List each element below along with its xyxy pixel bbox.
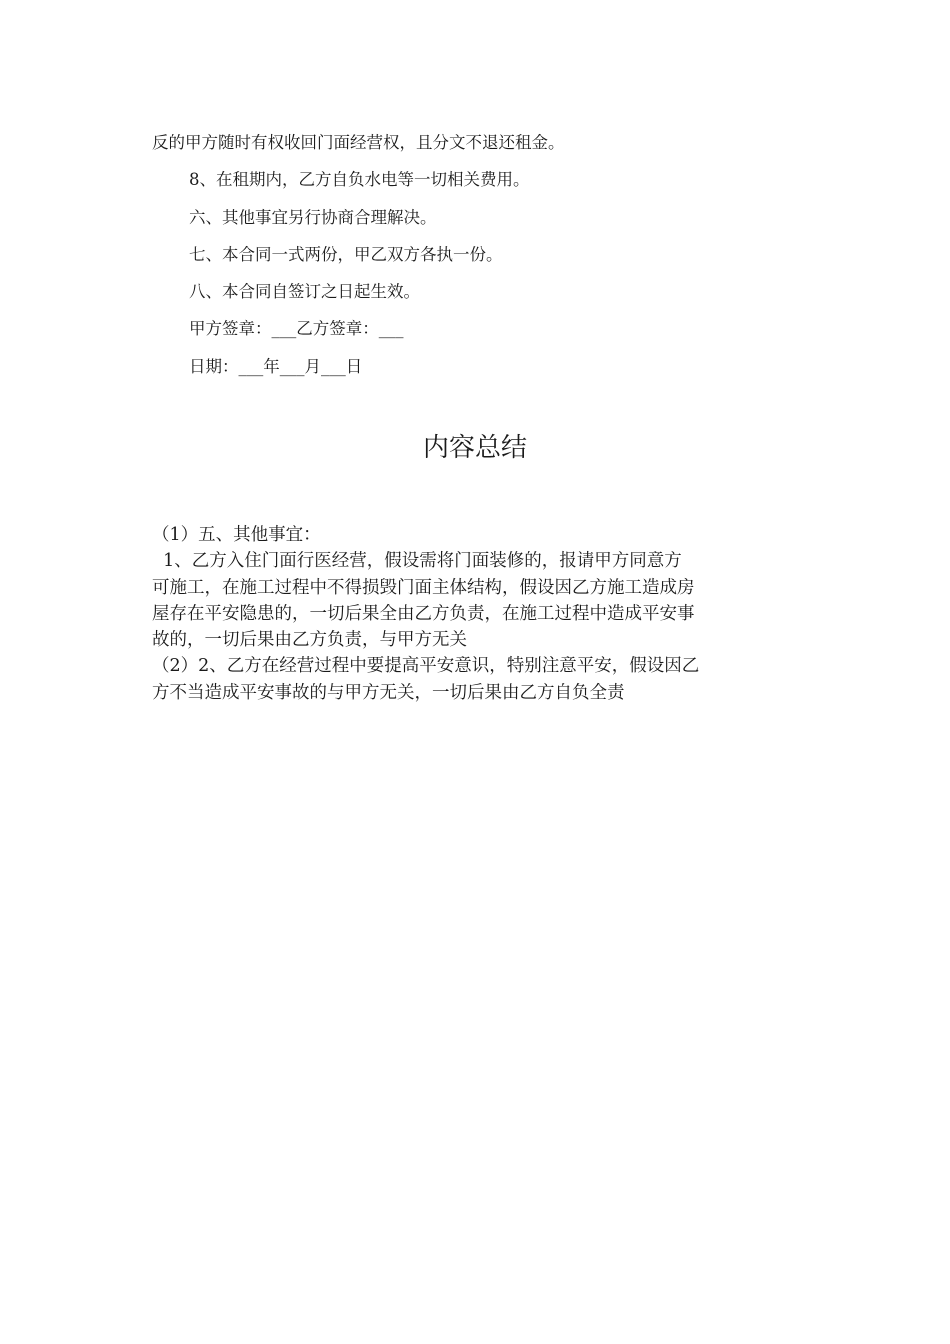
summary-line: 可施工，在施工过程中不得损毁门面主体结构，假设因乙方施工造成房 (152, 577, 695, 598)
summary-line: （1）五、其他事宜： (152, 525, 321, 545)
contract-text (152, 124, 802, 385)
signature-line: 甲方签章：___乙方签章：___ (189, 319, 404, 339)
contract-clause-seven: 七、本合同一式两份，甲乙双方各执一份。 (189, 244, 503, 264)
summary-line: 1、乙方入住门面行医经营，假设需将门面装修的，报请甲方同意方 (152, 551, 682, 572)
date-line: 日期：___年___月___日 (189, 356, 363, 376)
summary-line: 方不当造成平安事故的与甲方无关，一切后果由乙方自负全责 (152, 682, 625, 703)
summary-line: （2）2、乙方在经营过程中要提高平安意识，特别注意平安，假设因乙 (152, 656, 700, 677)
contract-clause-8: 8、在租期内，乙方自负水电等一切相关费用。 (189, 170, 530, 190)
summary-text (152, 522, 800, 706)
summary-title: 内容总结 (422, 433, 527, 463)
contract-clause-eight: 八、本合同自签订之日起生效。 (189, 282, 420, 302)
summary-line: 屋存在平安隐患的，一切后果全由乙方负责，在施工过程中造成平安事 (152, 603, 695, 624)
contract-clause-six: 六、其他事宜另行协商合理解决。 (189, 207, 437, 227)
summary-line: 故的，一切后果由乙方负责，与甲方无关 (152, 630, 467, 651)
contract-line-1: 反的甲方随时有权收回门面经营权，且分文不退还租金。 (152, 133, 565, 152)
